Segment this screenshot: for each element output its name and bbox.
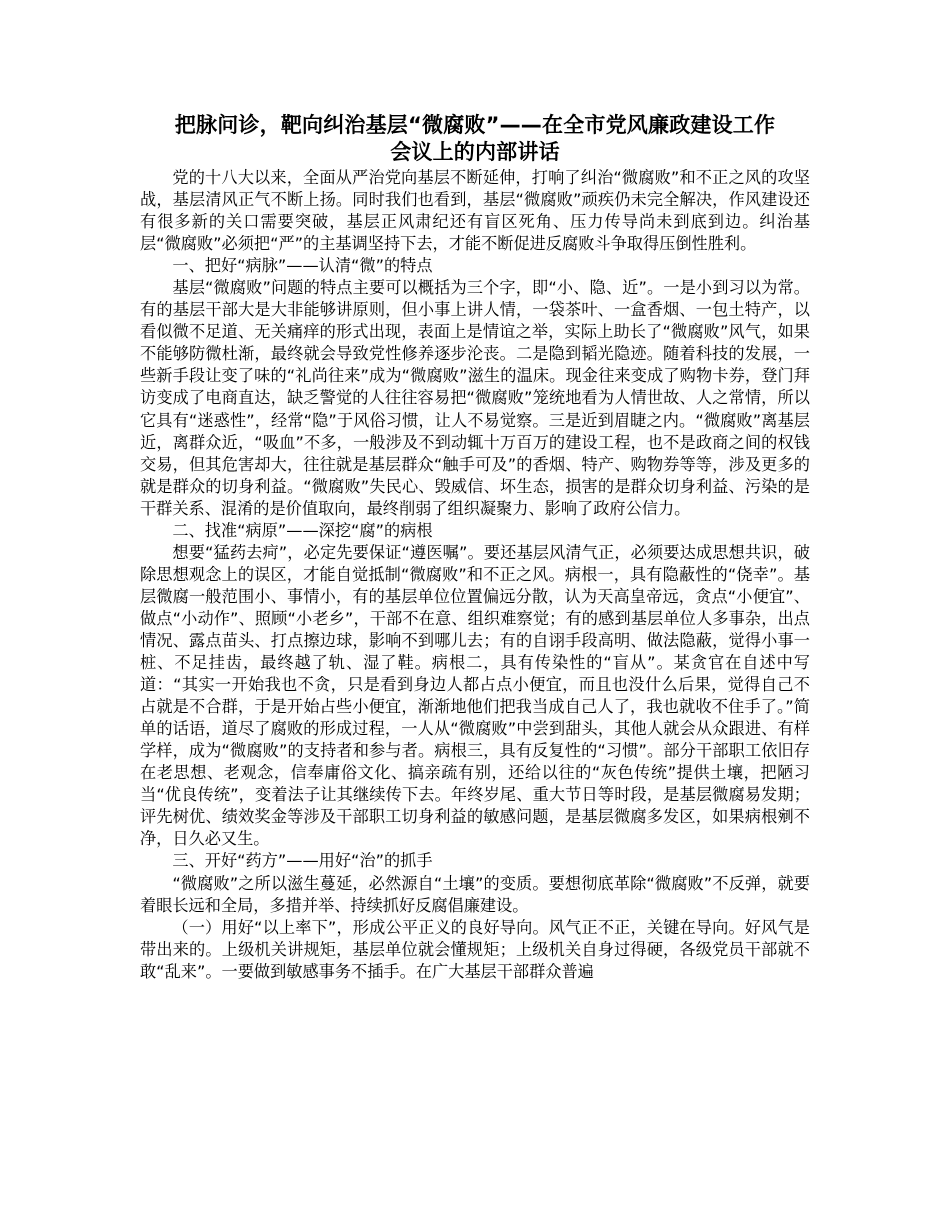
document-title [140,112,810,166]
section-heading-3: 三、开好“药方”——用好“治”的抓手 [172,851,433,871]
body-paragraph: （一）用好“以上率下”，形成公平正义的良好导向。风气正不正，关键在导向。好风气是带出来的。上级机关讲规矩，基层单位就会懂规矩；上级机关自身过得硬，各级党员干部就不敢“乱来”。一要做到敏感事务不插手。在广大基层干部群众普遍 [140,917,810,981]
body-paragraph: 想要“猛药去疴”，必定先要保证“遵医嘱”。要还基层风清气正，必须要达成思想共识，破除思想观念上的误区，才能自觉抵制“微腐败”和不正之风。病根一，具有隐蔽性的“侥幸”。基层微腐一般范围小、事情小，有的基层单位位置偏远分散，认为天高皇帝远，贪点“小便宜”、做点“小动作”、照顾“小老乡”，干部不在意、组织难察觉；有的感到基层单位人多事杂，出点情况、露点苗头、打点擦边球，影响不到哪儿去；有的自诩手段高明、做法隐蔽，觉得小事一桩、不足挂齿，最终越了轨、湿了鞋。病根二，具有传染性的“盲从”。某贪官在自述中写道：“其实一开始我也不贪，只是看到身边人都占点小便宜，而且也没什么后果，觉得自己不占就是不合群，于是开始占些小便宜，渐渐地他们把我当成自己人了，我也就收不住手了。”简单的话语，道尽了腐败的形成过程，一人从“微腐败”中尝到甜头，其他人就会从众跟进、有样学样，成为“微腐败”的支持者和参与者。病根三，具有反复性的“习惯”。部分干部职工依旧存在老思想、老观念，信奉庸俗文化、搞亲疏有别，还给以往的“灰色传统”提供土壤，把陋习当“优良传统”，变着法子让其继续传下去。年终岁尾、重大节日等时段，是基层微腐易发期；评先树优、绩效奖金等涉及干部职工切身利益的敏感问题，是基层微腐多发区，如果病根剜不净，日久必又生。 [140,542,810,849]
title-line-2: 会议上的内部讲话 [390,140,560,164]
section-heading-2: 二、找准“病原”——深挖“腐”的病根 [172,520,433,540]
title-line-1: 把脉问诊，靶向纠治基层“微腐败”——在全市党风廉政建设工作 [174,113,776,137]
body-paragraph: “微腐败”之所以滋生蔓延，必然源自“土壤”的变质。要想彻底革除“微腐败”不反弹，就要着眼长远和全局，多措并举、持续抓好反腐倡廉建设。 [140,873,810,915]
section-heading-1: 一、把好“病脉”——认清“微”的特点 [172,256,433,276]
body-paragraph: 基层“微腐败”问题的特点主要可以概括为三个字，即“小、隐、近”。一是小到习以为常。有的基层干部大是大非能够讲原则，但小事上讲人情，一袋茶叶、一盒香烟、一包土特产，以看似微不足道、无关痛痒的形式出现，表面上是情谊之举，实际上助长了“微腐败”风气，如果不能够防微杜渐，最终就会导致党性修养逐步沦丧。二是隐到韬光隐迹。随着科技的发展，一些新手段让变了味的“礼尚往来”成为“微腐败”滋生的温床。现金往来变成了购物卡券，登门拜访变成了电商直达，缺乏警觉的人往往容易把“微腐败”笼统地看为人情世故、人之常情，所以它具有“迷惑性”，经常“隐”于风俗习惯，让人不易觉察。三是近到眉睫之内。“微腐败”离基层近，离群众近，“吸血”不多，一般涉及不到动辄十万百万的建设工程，也不是政商之间的权钱交易，但其危害却大，往往就是基层群众“触手可及”的香烟、特产、购物券等等，涉及更多的就是群众的切身利益。“微腐败”失民心、毁威信、坏生态，损害的是群众切身利益、污染的是干群关系、混淆的是价值取向，最终削弱了组织凝聚力、影响了政府公信力。 [140,278,810,518]
document-body [140,167,810,983]
intro-paragraph: 党的十八大以来，全面从严治党向基层不断延伸，打响了纠治“微腐败”和不正之风的攻坚战，基层清风正气不断上扬。同时我们也看到，基层“微腐败”顽疾仍未完全解决，作风建设还有很多新的关口需要突破，基层正风肃纪还有盲区死角、压力传导尚未到底到边。纠治基层“微腐败”必须把“严”的主基调坚持下去，才能不断促进反腐败斗争取得压倒性胜利。 [140,168,810,254]
